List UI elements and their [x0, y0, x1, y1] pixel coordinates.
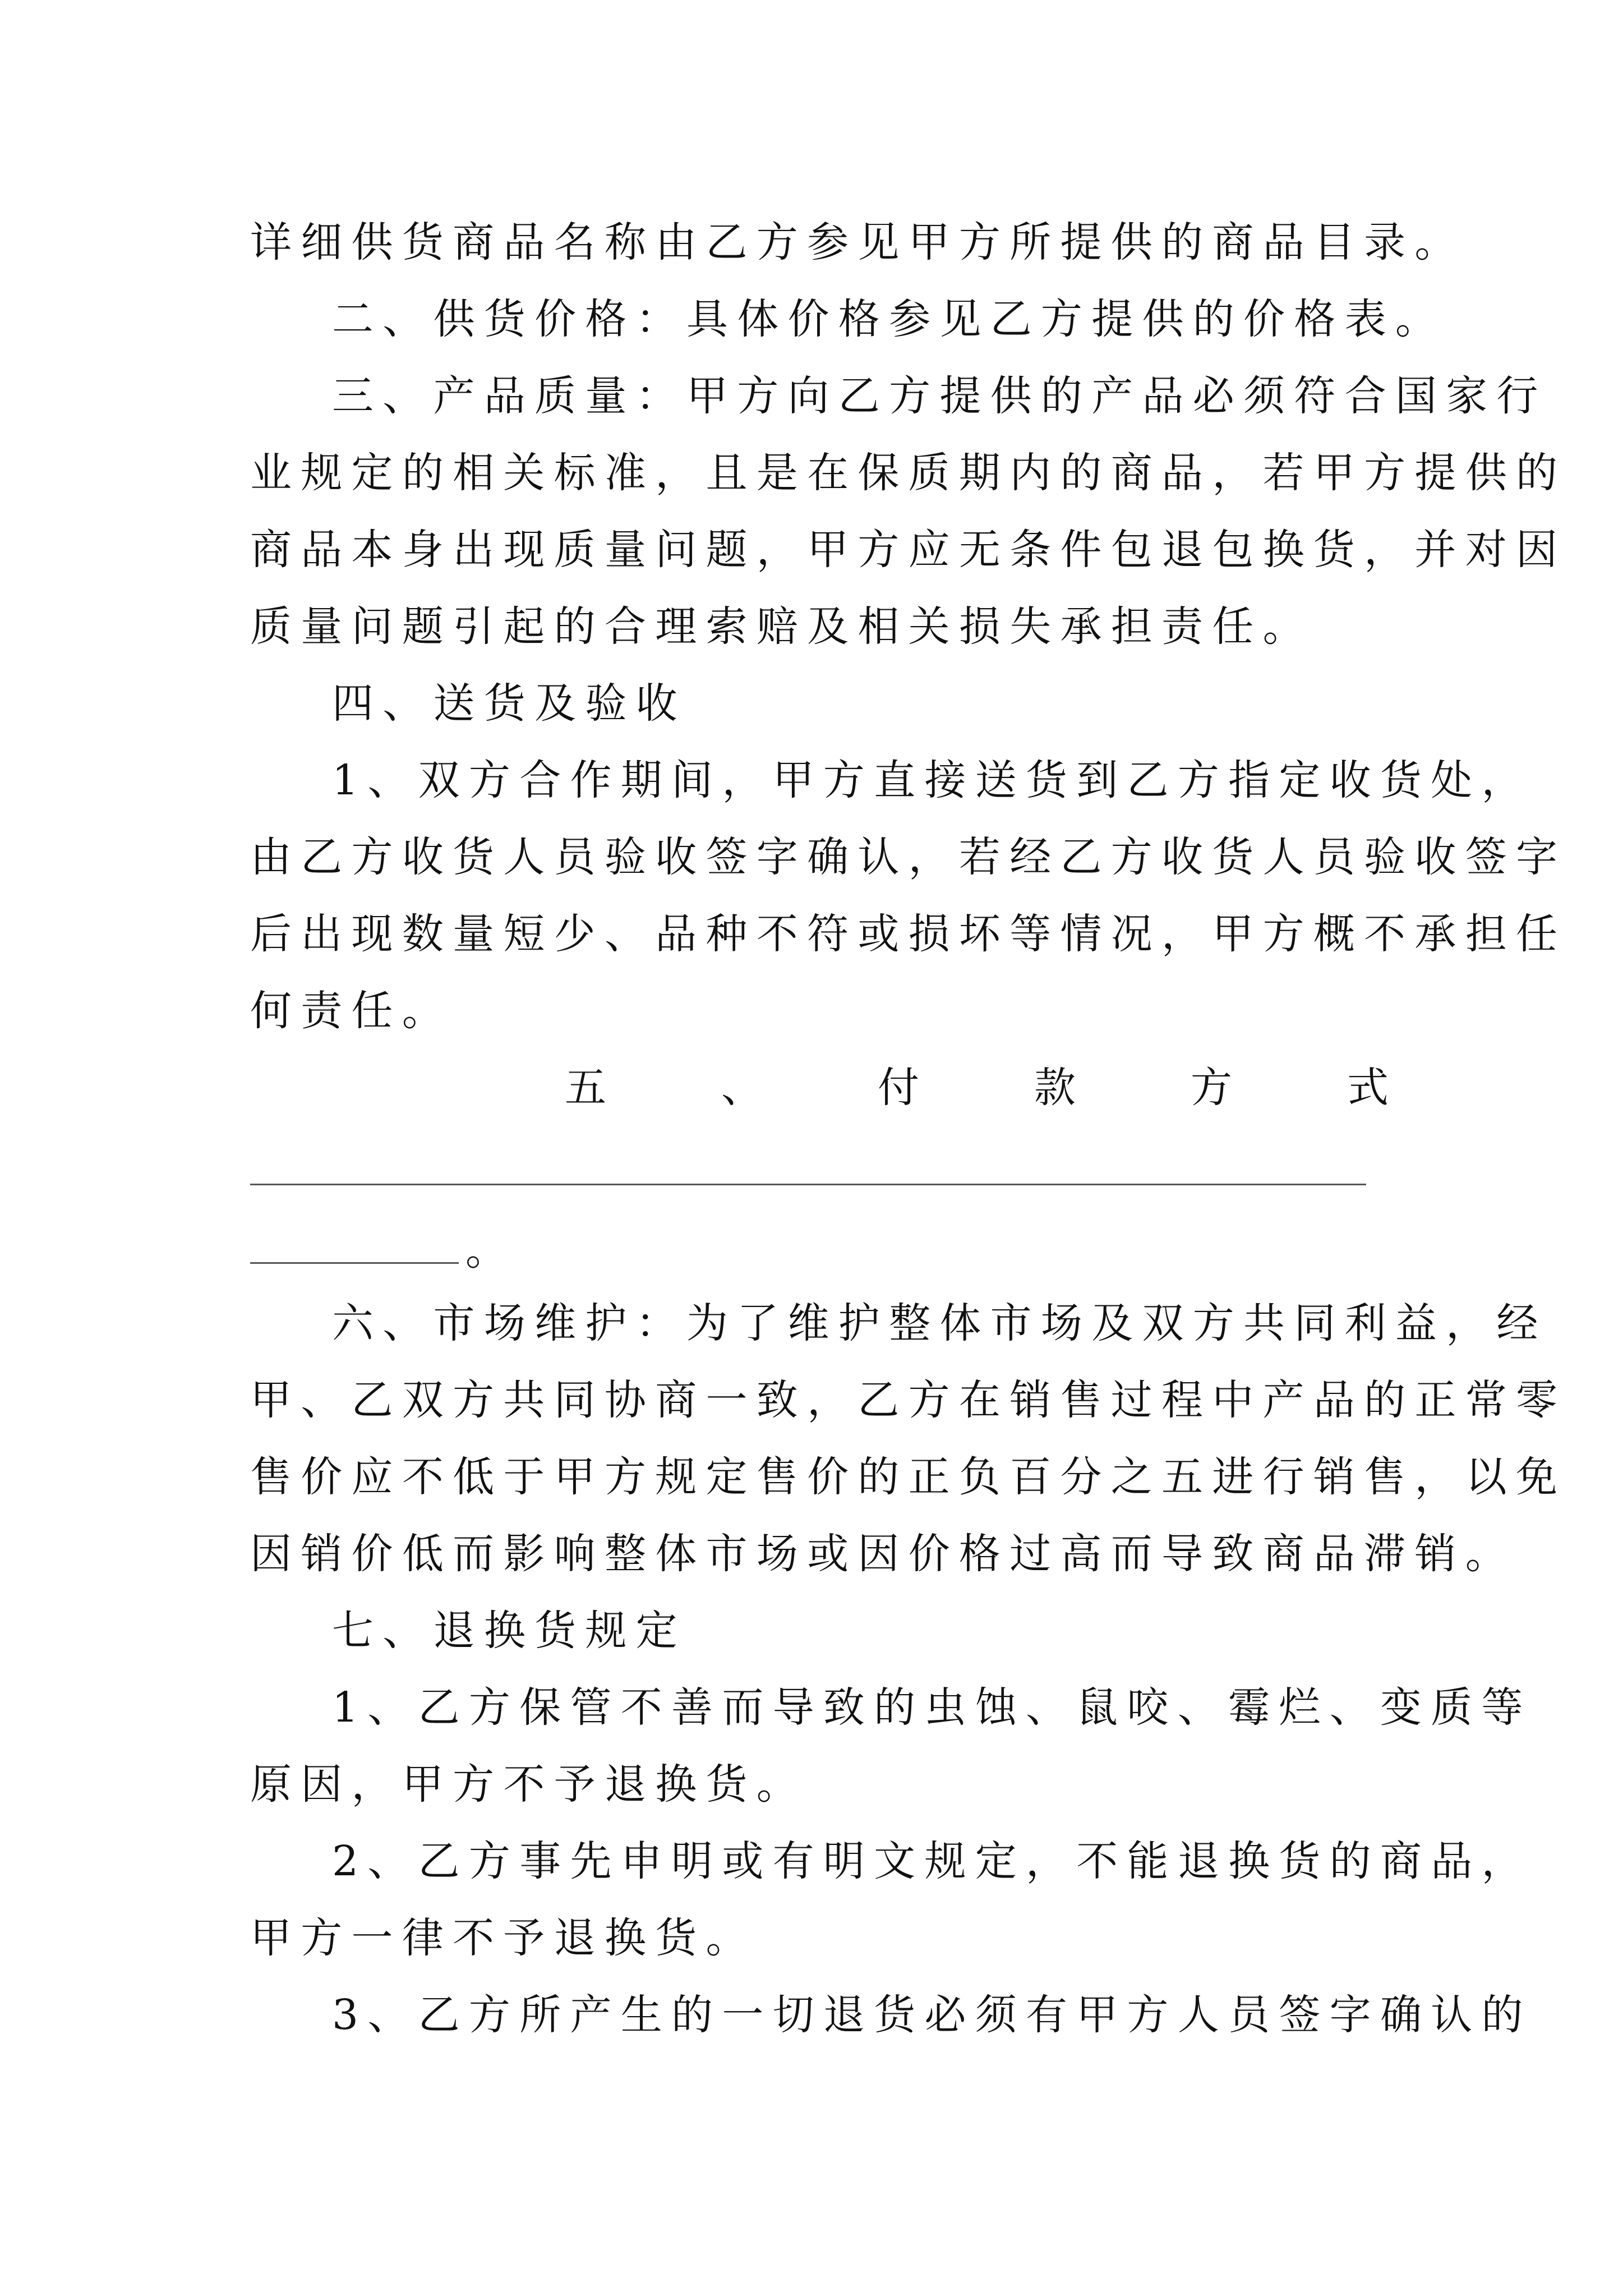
section-four-heading: 四、送货及验收: [332, 679, 686, 728]
fill-in-blank-line-short: [250, 1262, 459, 1264]
paragraph-line: 何责任。: [250, 987, 453, 1035]
paragraph-line: 售价应不低于甲方规定售价的正负百分之五进行销售，以免: [250, 1453, 1567, 1501]
paragraph-line: 质量问题引起的合理索赔及相关损失承担责任。: [250, 602, 1313, 651]
fill-in-blank-line: [250, 1184, 1366, 1185]
paragraph-line: 甲方一律不予退换货。: [250, 1914, 757, 1962]
paragraph-line: 商品本身出现质量问题，甲方应无条件包退包换货，并对因: [250, 526, 1567, 574]
paragraph-line: 由乙方收货人员验收签字确认，若经乙方收货人员验收签字: [250, 833, 1567, 881]
paragraph-line: 原因，甲方不予退换货。: [250, 1760, 808, 1809]
section-two-heading: 二、供货价格：具体价格参见乙方提供的价格表。: [332, 295, 1446, 343]
clause-seven-one: 1、乙方保管不善而导致的虫蚀、鼠咬、霉烂、变质等: [332, 1683, 1532, 1732]
section-five-char: 款: [1034, 1064, 1076, 1112]
section-five-heading: [250, 1064, 1389, 1112]
paragraph-line: 详细供货商品名称由乙方参见甲方所提供的商品目录。: [250, 218, 1465, 266]
clause-four-one: 1、双方合作期间，甲方直接送货到乙方指定收货处，: [332, 756, 1532, 804]
section-five-char: 式: [1347, 1064, 1389, 1112]
section-five-char: 方: [1191, 1064, 1232, 1112]
paragraph-line: 甲、乙双方共同协商一致，乙方在销售过程中产品的正常零: [250, 1376, 1567, 1424]
section-five-char: 付: [878, 1064, 919, 1112]
clause-seven-three: 3、乙方所产生的一切退货必须有甲方人员签字确认的: [332, 1991, 1532, 2039]
paragraph-line: 后出现数量短少、品种不符或损坏等情况，甲方概不承担任: [250, 910, 1567, 958]
section-seven-heading: 七、退换货规定: [332, 1607, 686, 1655]
section-six-heading: 六、市场维护：为了维护整体市场及双方共同利益，经: [332, 1299, 1547, 1347]
section-five-char: 五: [565, 1064, 606, 1112]
clause-seven-two: 2、乙方事先申明或有明文规定，不能退换货的商品，: [332, 1837, 1532, 1885]
section-three-heading: 三、产品质量：甲方向乙方提供的产品必须符合国家行: [332, 372, 1547, 420]
paragraph-line: 业规定的相关标准，且是在保质期内的商品，若甲方提供的: [250, 449, 1567, 497]
section-five-period: 。: [465, 1226, 507, 1274]
paragraph-line: 因销价低而影响整体市场或因价格过高而导致商品滞销。: [250, 1530, 1516, 1578]
section-five-char: 、: [721, 1064, 763, 1112]
